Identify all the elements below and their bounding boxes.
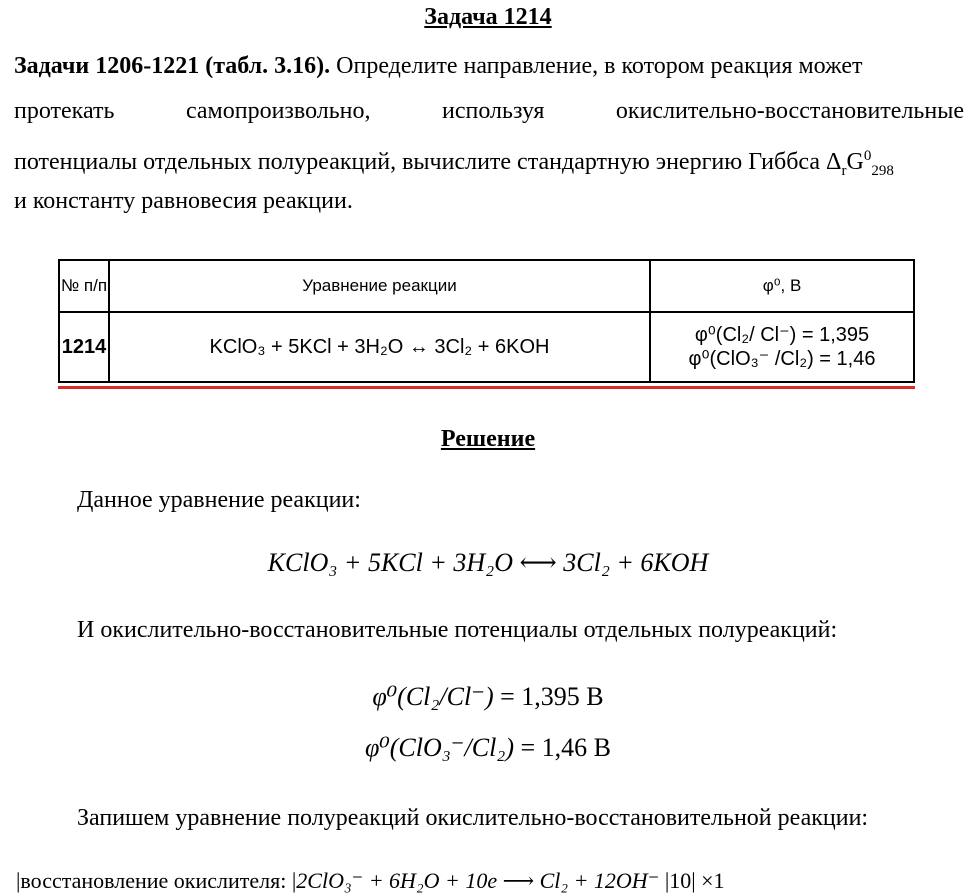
solution-title: Решение xyxy=(440,426,536,452)
half-reaction-multiplier: ×1 xyxy=(701,868,725,893)
row-potential-2: φ⁰(ClO₃⁻ /Cl₂) = 1,46 xyxy=(688,348,876,370)
header-num: № п/п xyxy=(59,260,109,312)
task-statement xyxy=(14,44,964,224)
task-ref: Задачи 1206-1221 (табл. 3.16). xyxy=(14,53,331,79)
paragraph-potentials-intro: И окислительно-восстановительные потенциалы отдельных полуреакций: xyxy=(77,617,838,643)
row-potentials xyxy=(650,312,914,382)
row-equation: KClO₃ + 5KCl + 3H₂O ↔ 3Cl₂ + 6KOH xyxy=(109,312,650,382)
potential-1: φ⁰(Cl₂/Cl⁻) = 1,395 В xyxy=(372,682,604,711)
task-line-1: Задачи 1206-1221 (табл. 3.16). Определите направление, в котором реакция может xyxy=(14,53,863,79)
header-potential: φ⁰, В xyxy=(650,260,914,312)
row-num: 1214 xyxy=(59,312,109,382)
task-line-2: протекать самопроизвольно, используя окислительно-восстановительные xyxy=(14,98,964,124)
half-reaction-label: восстановление окислителя: xyxy=(20,868,287,893)
half-reaction-electrons: 10 xyxy=(669,868,692,893)
task-line-4: и константу равновесия реакции. xyxy=(14,188,353,214)
half-reaction-reduction: |восстановление окислителя: |2ClO₃⁻ + 6H₂O + 10e ⟶ Cl₂ + 12OH⁻ |10| ×1 xyxy=(16,868,725,893)
header-equation: Уравнение реакции xyxy=(109,260,650,312)
table-header-row xyxy=(59,260,914,312)
task-title: Задача 1214 xyxy=(424,4,552,30)
paragraph-half-reactions: Запишем уравнение полуреакций окислительно-восстановительной реакции: xyxy=(77,805,869,831)
row-potential-1: φ⁰(Cl₂/ Cl⁻) = 1,395 xyxy=(694,324,870,346)
data-table xyxy=(58,259,915,383)
red-underline xyxy=(58,386,915,389)
paragraph-reaction-intro: Данное уравнение реакции: xyxy=(77,487,361,513)
task-line-3: потенциалы отдельных полуреакций, вычислите стандартную энергию Гиббса $\Delta_rG^0_{298}$ xyxy=(14,148,894,179)
potential-2: φ⁰(ClO₃⁻/Cl₂) = 1,46 В xyxy=(364,733,612,762)
reaction-equation: KClO₃ + 5KCl + 3H₂O ⟷ 3Cl₂ + 6KOH xyxy=(267,548,709,577)
table-row xyxy=(59,312,914,382)
half-reaction-equation: 2ClO₃⁻ + 6H₂O + 10e ⟶ Cl₂ + 12OH⁻ xyxy=(296,868,660,893)
